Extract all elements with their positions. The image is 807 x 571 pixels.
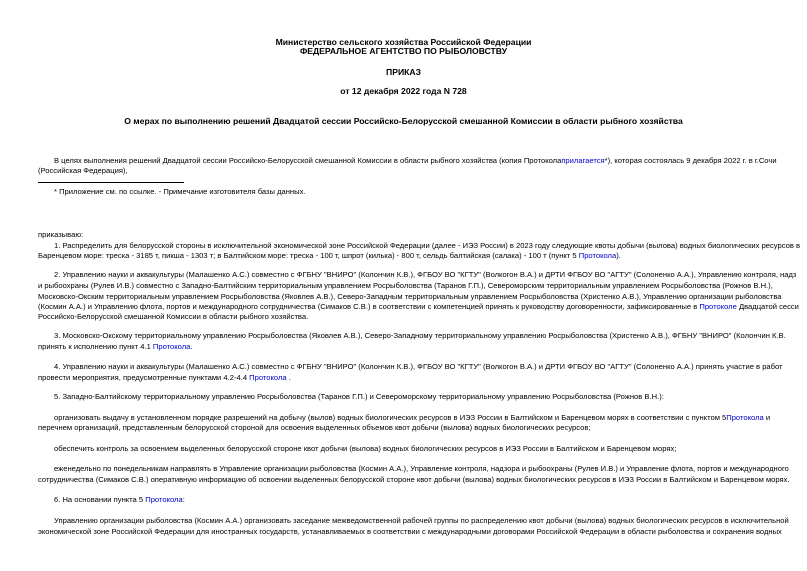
protocol-link[interactable]: Протокола [578,251,617,260]
protocol-link[interactable]: Протокола [249,373,287,382]
paragraph-2-line-3: Московско-Окским территориальным управлением Росрыболовства (Яковлев А.В.), Северо-Западным территориальным управлением Росрыболовства (Христенко А.В.), Управлению организации рыболовства [38,292,782,301]
agency-heading: ФЕДЕРАЛЬНОЕ АГЕНТСТВО ПО РЫБОЛОВСТВУ [299,46,508,56]
footnote: * Приложение см. по ссылке. - Примечание изготовителя базы данных. [54,187,306,196]
paragraph-3-line-2: принять к исполнению пункт 4.1 Протокола. [38,342,193,351]
protocol-link[interactable]: Протоколе [699,302,737,311]
document-title: О мерах по выполнению решений Двадцатой сессии Российско-Белорусской смешанной Комиссии в области рыбного хозяйства [124,116,683,126]
paragraph-5a-line-1: организовать выдачу в установленном порядке разрешений на добычу (вылов) водных биологических ресурсов в ИЭЗ России в Балтийском и Баренцевом морях в соответствии с пунктом 5Протокола и [54,413,771,422]
intro-line-1: В целях выполнения решений Двадцатой сессии Российско-Белорусской смешанной Комиссии в области рыбного хозяйства (копия Протоколаприлагается*), которая состоялась 9 декабря 2022 г. в г.Сочи [54,156,777,165]
paragraph-5b-line-1: обеспечить контроль за освоением выделенных белорусской стороне квот добычи (вылова) водных биологических ресурсов в ИЭЗ России в Балтийском и Баренцевом морях; [54,444,677,453]
attachment-link[interactable]: прилагается [561,156,605,165]
paragraph-4-line-1: 4. Управлению науки и аквакультуры (Малашенко А.С.) совместно с ФГБНУ "ВНИРО" (Колончин К.В.), ФГБОУ ВО "КГТУ" (Волкогон В.А.) и ДРТИ ФГБОУ ВО "АГТУ" (Солоненко А.А.) принять участие в работ [54,362,783,371]
paragraph-5c-line-2: сотрудничества (Симаков С.В.) оперативную информацию об освоении выделенных белорусской стороне квот добычи (вылова) водных биологических ресурсов в ИЭЗ России в Балтийском и Баренцевом морях. [38,475,790,484]
paragraph-5-line-1: 5. Западно-Балтийскому территориальному управлению Росрыболовства (Таранов Г.П.) и Североморскому территориальному управлению Росрыболовства (Рожнов В.Н.): [54,392,664,401]
intro-line-2: (Российская Федерация), [38,166,128,175]
document-date-number: от 12 декабря 2022 года N 728 [340,86,467,96]
paragraph-4-line-2: провести мероприятия, предусмотренные пунктами 4.2-4.4 Протокола . [38,373,291,382]
paragraph-1-line-2: Баренцевом море: треска - 3185 т, пикша - 1303 т; в Балтийском море: треска - 100 т, шпрот (килька) - 800 т, сельдь балтийская (салака) - 100 т (пункт 5 Протокола). [38,251,621,260]
protocol-link[interactable]: Протокола [726,413,764,422]
ministry-heading: Министерство сельского хозяйства Российской Федерации [275,37,532,47]
paragraph-6-line-1: 6. На основании пункта 5 Протокола: [54,495,185,504]
paragraph-2-line-4: (Космин А.А.) и Управлению флота, портов и международного сотрудничества (Симаков С.В.) в соответствии с компетенцией принять к руководству договоренности, зафиксированные в Протоколе Двадцатой сесси [38,302,799,311]
paragraph-6-line-2: Управлению организации рыболовства (Космин А.А.) организовать заседание межведомственной рабочей группы по распределению квот добычи (вылова) водных биологических ресурсов в исключительной [54,516,789,525]
paragraph-2-line-5: Российско-Белорусской смешанной Комиссии в области рыбного хозяйства. [38,312,309,321]
order-word: приказываю: [38,230,84,239]
footnote-divider [38,182,184,183]
paragraph-5a-line-2: перечнем организаций, представленным белорусской стороной для освоения выделенных объемов квот добычи (вылова) водных биологических ресурсов; [38,423,591,432]
protocol-link[interactable]: Протокола [152,342,191,351]
paragraph-5c-line-1: еженедельно по понедельникам направлять в Управление организации рыболовства (Космин А.А.), Управление контроля, надзора и рыбоохраны (Рулев И.В.) и Управление флота, портов и международного [54,464,789,473]
paragraph-6-line-3: экономической зоне Российской Федерации для иностранных государств, устанавливаемых в соответствии с международными договорами Российской Федерации в области рыболовства и сохранения водных [38,527,782,536]
paragraph-2-line-2: и рыбоохраны (Рулев И.В.) совместно с Западно-Балтийским территориальным управлением Росрыболовства (Таранов Г.П.), Североморским территориальным управлением Росрыболовства (Рожнов В.Н.), [38,281,773,290]
document-type: ПРИКАЗ [386,67,421,77]
paragraph-1-line-1: 1. Распределить для белорусской стороны в исключительной экономической зоне Российской Федерации (далее - ИЭЗ России) в 2023 году следующие квоты добычи (вылова) водных биологических ресурсов в [54,241,801,250]
protocol-link[interactable]: Протокола [145,495,183,504]
paragraph-3-line-1: 3. Московско-Окскому территориальному управлению Росрыболовства (Яковлев А.В.), Северо-Западному территориальному управлению Росрыболовства (Христенко А.В.), ФГБНУ "ВНИРО" (Колончин К.В. [54,331,786,340]
paragraph-2-line-1: 2. Управлению науки и аквакультуры (Малашенко А.С.) совместно с ФГБНУ "ВНИРО" (Колончин К.В.), ФГБОУ ВО "КГТУ" (Волкогон В.А.) и ДРТИ ФГБОУ ВО "АГТУ" (Солоненко А.А.), Управлению контроля, надз [54,270,797,279]
